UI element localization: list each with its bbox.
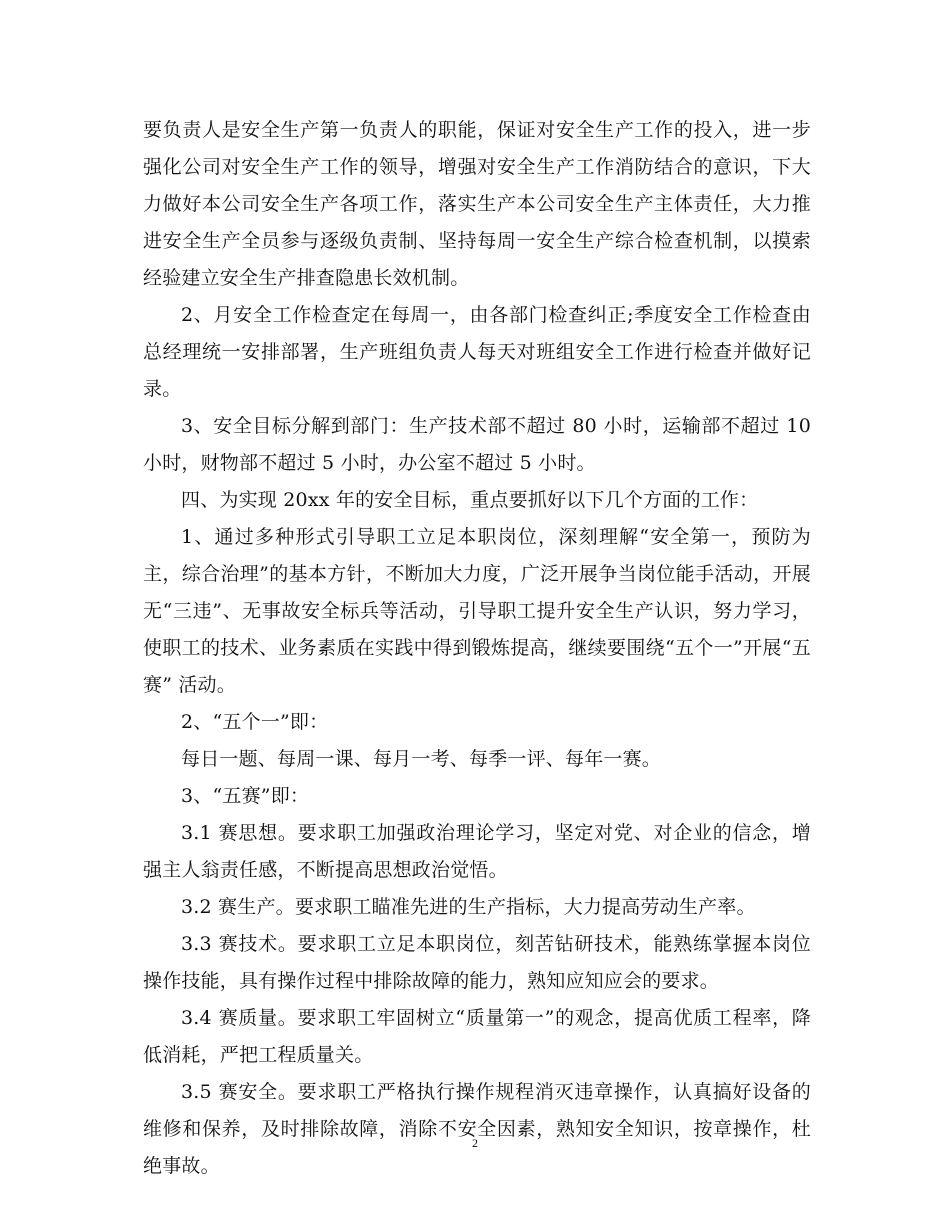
paragraph-five-contests-heading: 3、“五赛”即： bbox=[181, 785, 310, 807]
paragraph-contest-thought: 3.1 赛思想。要求职工加强政治理论学习，坚定对党、对企业的信念，增强主人翁责任感，不断提高思想政治觉悟。 bbox=[143, 822, 811, 881]
paragraph-contest-production: 3.2 赛生产。要求职工瞄准先进的生产指标，大力提高劳动生产率。 bbox=[181, 896, 756, 918]
page-number: 2 bbox=[472, 1136, 478, 1150]
paragraph-five-ones-heading: 2、“五个一”即： bbox=[181, 711, 329, 733]
paragraph-target-breakdown: 3、安全目标分解到部门：生产技术部不超过 80 小时，运输部不超过 10 小时，财物部不超过 5 小时，办公室不超过 5 小时。 bbox=[143, 415, 811, 474]
paragraph-guidance: 1、通过多种形式引导职工立足本职岗位，深刻理解“安全第一，预防为主，综合治理”的基本方针，不断加大力度，广泛开展争当岗位能手活动，开展无“三违”、无事故安全标兵等活动，引导职工提升安全生产认识，努力学习，使职工的技术、业务素质在实践中得到锻炼提高，继续要围绕“五个一”开展“五赛” 活动。 bbox=[143, 526, 811, 696]
paragraph-contest-safety: 3.5 赛安全。要求职工严格执行操作规程消灭违章操作，认真搞好设备的维修和保养，及时排除故障，消除不安全因素，熟知安全知识，按章操作，杜绝事故。 bbox=[143, 1081, 811, 1177]
paragraph-contest-quality: 3.4 赛质量。要求职工牢固树立“质量第一”的观念，提高优质工程率，降低消耗，严把工程质量关。 bbox=[143, 1007, 811, 1066]
section-heading-four: 四、为实现 20xx 年的安全目标，重点要抓好以下几个方面的工作： bbox=[181, 489, 759, 511]
paragraph-five-ones-list: 每日一题、每周一课、每月一考、每季一评、每年一赛。 bbox=[181, 748, 662, 770]
paragraph-continuation: 要负责人是安全生产第一负责人的职能，保证对安全生产工作的投入，进一步强化公司对安全生产工作的领导，增强对安全生产工作消防结合的意识，下大力做好本公司安全生产各项工作，落实生产本公司安全生产主体责任，大力推进安全生产全员参与逐级负责制、坚持每周一安全生产综合检查机制，以摸索经验建立安全生产排查隐患长效机制。 bbox=[143, 119, 811, 289]
document-body bbox=[143, 112, 811, 1185]
paragraph-monthly-inspection: 2、月安全工作检查定在每周一，由各部门检查纠正;季度安全工作检查由总经理统一安排部署，生产班组负责人每天对班组安全工作进行检查并做好记录。 bbox=[143, 304, 811, 400]
paragraph-contest-technique: 3.3 赛技术。要求职工立足本职岗位，刻苦钻研技术，能熟练掌握本岗位操作技能，具有操作过程中排除故障的能力，熟知应知应会的要求。 bbox=[143, 933, 811, 992]
